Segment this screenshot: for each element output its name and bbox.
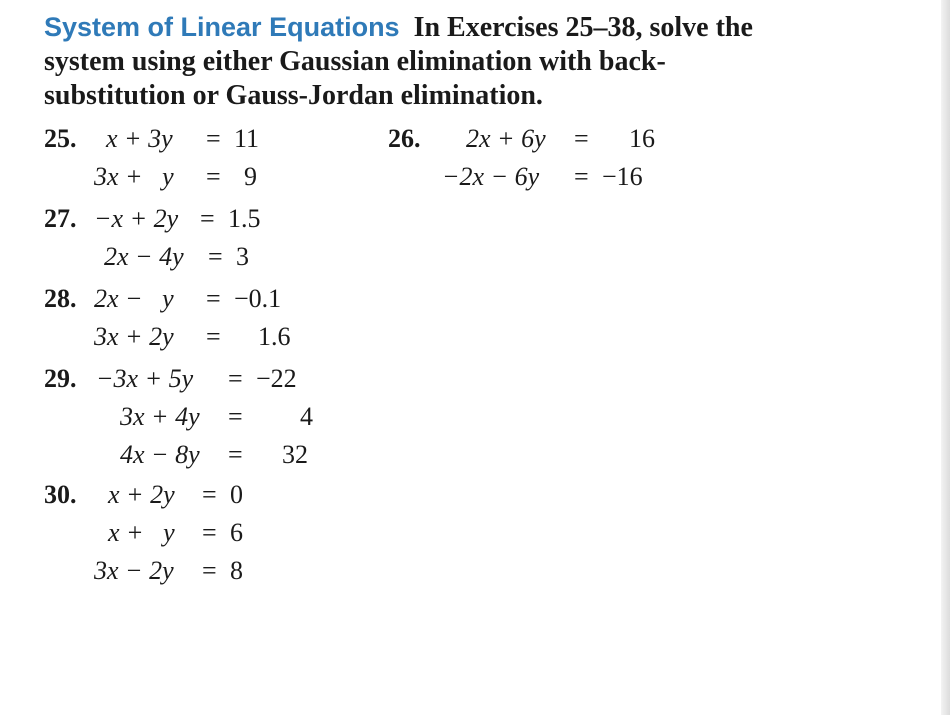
exercise-number: 30. bbox=[44, 480, 77, 509]
equals-sign: = bbox=[206, 124, 221, 153]
exercise-number: 26. bbox=[388, 124, 421, 153]
equation-lhs: −x + 2y bbox=[94, 204, 179, 233]
equals-sign: = bbox=[206, 284, 221, 313]
equals-sign: = bbox=[206, 162, 221, 191]
instructions-text: In Exercises 25–38, solve the system using either Gaussian elimination with back-substitution or Gauss-Jordan elimination. bbox=[44, 12, 753, 111]
equals-sign: = bbox=[200, 204, 215, 233]
equation-lhs: x + 2y bbox=[108, 480, 175, 509]
exercise-29 bbox=[44, 364, 364, 482]
exercise-number: 25. bbox=[44, 124, 77, 153]
equation-lhs: 2x + 6y bbox=[466, 124, 546, 153]
equation-lhs: 3x + 2y bbox=[94, 322, 174, 351]
exercise-28 bbox=[44, 284, 344, 364]
equation-lhs: 3x − 2y bbox=[94, 556, 174, 585]
equation-rhs: 11 bbox=[234, 124, 260, 153]
equation-rhs: 3 bbox=[236, 242, 249, 271]
exercise-number: 29. bbox=[44, 364, 77, 393]
equation-rhs: 16 bbox=[629, 124, 655, 153]
exercise-26 bbox=[388, 124, 688, 204]
exercise-25 bbox=[44, 124, 344, 204]
equation-lhs: −2x − 6y bbox=[442, 162, 540, 191]
equation-lhs: 2x − y bbox=[94, 284, 174, 313]
exercise-number: 28. bbox=[44, 284, 77, 313]
equation-rhs: 8 bbox=[230, 556, 243, 585]
equation-rhs: 9 bbox=[244, 162, 257, 191]
equation-lhs: 4x − 8y bbox=[120, 440, 200, 469]
equation-rhs: 32 bbox=[282, 440, 308, 469]
equals-sign: = bbox=[228, 402, 243, 431]
page-edge-shadow bbox=[941, 0, 950, 715]
equals-sign: = bbox=[202, 518, 217, 547]
equals-sign: = bbox=[228, 440, 243, 469]
exercise-header bbox=[44, 10, 764, 113]
section-title: System of Linear Equations bbox=[44, 12, 400, 42]
exercise-30 bbox=[44, 480, 344, 598]
equation-rhs: 0 bbox=[230, 480, 243, 509]
equation-rhs: 1.6 bbox=[258, 322, 291, 351]
equation-rhs: 4 bbox=[300, 402, 313, 431]
equals-sign: = bbox=[228, 364, 243, 393]
equation-lhs: −3x + 5y bbox=[96, 364, 194, 393]
equals-sign: = bbox=[202, 480, 217, 509]
equation-rhs: −16 bbox=[602, 162, 643, 191]
equation-lhs: 2x − 4y bbox=[104, 242, 184, 271]
equation-lhs: x + y bbox=[108, 518, 175, 547]
equation-rhs: 1.5 bbox=[228, 204, 261, 233]
equation-lhs: 3x + y bbox=[94, 162, 174, 191]
equals-sign: = bbox=[574, 124, 589, 153]
equation-rhs: 6 bbox=[230, 518, 243, 547]
equals-sign: = bbox=[574, 162, 589, 191]
exercise-number: 27. bbox=[44, 204, 77, 233]
equation-rhs: −22 bbox=[256, 364, 297, 393]
equation-lhs: 3x + 4y bbox=[120, 402, 200, 431]
exercise-27 bbox=[44, 204, 344, 284]
equals-sign: = bbox=[202, 556, 217, 585]
equals-sign: = bbox=[208, 242, 223, 271]
equals-sign: = bbox=[206, 322, 221, 351]
equation-rhs: −0.1 bbox=[234, 284, 282, 313]
equation-lhs: x + 3y bbox=[106, 124, 173, 153]
